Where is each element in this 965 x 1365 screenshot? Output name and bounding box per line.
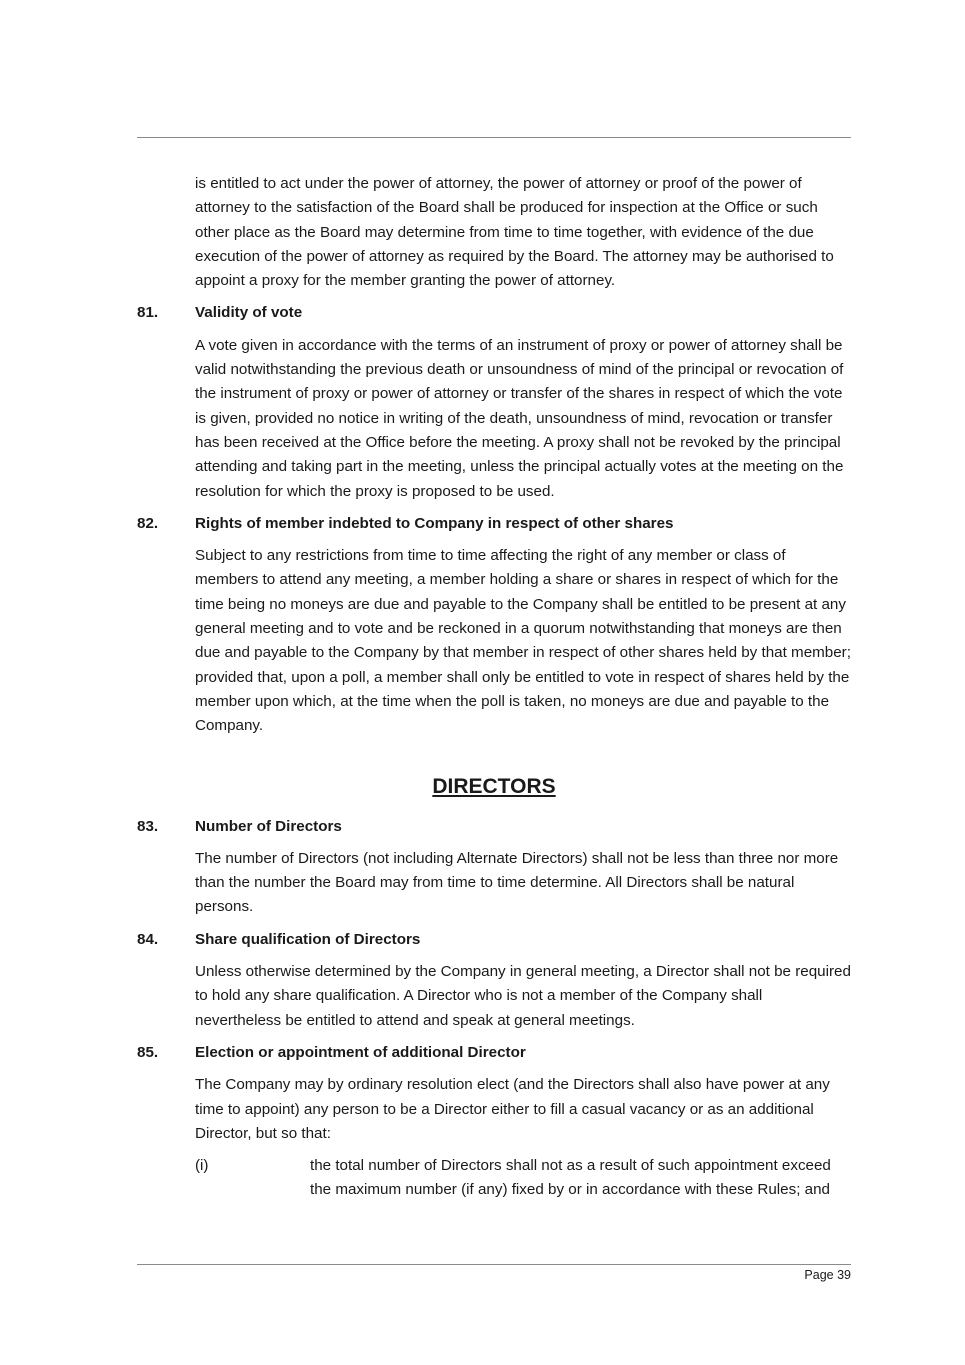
clause-heading [137, 928, 851, 952]
clause-title: Election or appointment of additional Director [195, 1043, 526, 1061]
intro-paragraph: is entitled to act under the power of attorney, the power of attorney or proof of the power of attorney to the satisfaction of the Board shall be produced for inspection at the Office or such other place as the Board may determine from time to time together, with evidence of the due execution of the power of attorney as required by the Board. The attorney may be authorised to appoint a proxy for the member granting the power of attorney. [195, 175, 834, 290]
clause-title: Validity of vote [195, 304, 303, 322]
clause-body: The Company may by ordinary resolution elect (and the Directors shall also have power at any time to appoint) any person to be a Director either to fill a casual vacancy or as an additional Director, but so that: [195, 1076, 830, 1142]
clause-number: 84. [137, 930, 159, 948]
clause-81 [137, 301, 851, 503]
clause-number: 81. [137, 304, 159, 322]
clause-number: 85. [137, 1043, 159, 1061]
clause-84 [137, 928, 851, 1033]
clause-number: 82. [137, 514, 159, 532]
clause-85 [137, 1041, 851, 1203]
clause-body: Unless otherwise determined by the Company in general meeting, a Director shall not be required to hold any share qualification. A Director who is not a member of the Company shall nevertheless be entitled to attend and speak at general meetings. [195, 963, 851, 1029]
list-item-text: the total number of Directors shall not as a result of such appointment exceed the maximum number (if any) fixed by or in accordance with these Rules; and [310, 1157, 831, 1199]
clause-heading [137, 301, 851, 325]
clause-body: A vote given in accordance with the terms of an instrument of proxy or power of attorney shall be valid notwithstanding the previous death or unsoundness of mind of the principal or revocation of the instrument of proxy or power of attorney or transfer of the shares in respect of which the vote is given, provided no notice in writing of the death, unsoundness of mind, revocation or transfer has been received at the Office before the meeting. A proxy shall not be revoked by the principal attending and taking part in the meeting, unless the principal actually votes at the meeting on the resolution for which the proxy is proposed to be used. [195, 336, 844, 500]
clause-83 [137, 815, 851, 920]
clause-body: Subject to any restrictions from time to time affecting the right of any member or class of members to attend any meeting, a member holding a share or shares in respect of which for the time being no moneys are due and payable to the Company shall be entitled to be present at any general meeting and to vote and be reckoned in a quorum notwithstanding that moneys are then due and payable to the Company by that member in respect of other shares held by that member; provided that, upon a poll, a member shall only be entitled to vote in respect of shares held by the member upon which, at the time when the poll is taken, no moneys are due and payable to the Company. [195, 547, 851, 735]
section-heading-directors: DIRECTORS [432, 774, 556, 798]
clause-title: Share qualification of Directors [195, 930, 421, 948]
clause-82 [137, 512, 851, 739]
clause-number: 83. [137, 817, 159, 835]
clause-heading [137, 512, 851, 536]
page-number: Page 39 [804, 1268, 851, 1282]
clause-heading [137, 1041, 851, 1065]
footer-rule [137, 1264, 851, 1265]
clause-title: Number of Directors [195, 817, 342, 835]
page-content [137, 172, 851, 1203]
clause-heading [137, 815, 851, 839]
clause-title: Rights of member indebted to Company in respect of other shares [195, 514, 674, 532]
header-rule [137, 137, 851, 138]
clause-body: The number of Directors (not including Alternate Directors) shall not be less than three nor more than the number the Board may from time to time determine. All Directors shall be natural persons. [195, 849, 839, 916]
list-item [195, 1154, 851, 1203]
list-marker: (i) [195, 1157, 209, 1175]
